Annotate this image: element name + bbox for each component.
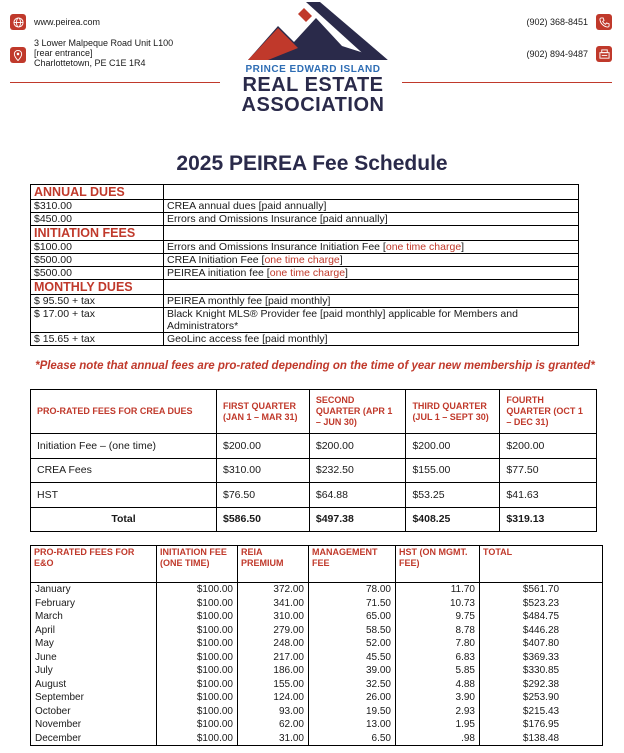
description-cell: PEIREA initiation fee [one time charge] bbox=[164, 267, 579, 280]
phone-icon bbox=[596, 14, 612, 30]
reia-premium-cell: 155.00 bbox=[238, 678, 309, 692]
initiation-cell: $100.00 bbox=[157, 678, 238, 692]
column-header: REIA PREMIUM bbox=[238, 546, 309, 583]
q1-cell: $310.00 bbox=[217, 458, 310, 483]
initiation-cell: $100.00 bbox=[157, 583, 238, 597]
month-cell: February bbox=[31, 597, 157, 611]
reia-premium-cell: 279.00 bbox=[238, 624, 309, 638]
table-row bbox=[31, 624, 603, 638]
management-fee-cell: 19.50 bbox=[309, 705, 396, 719]
page-title: 2025 PEIREA Fee Schedule bbox=[176, 152, 448, 175]
q1-total: $586.50 bbox=[217, 507, 310, 532]
management-fee-cell: 26.00 bbox=[309, 691, 396, 705]
column-header: MANAGEMENT FEE bbox=[309, 546, 396, 583]
table-row bbox=[31, 267, 579, 280]
q3-cell: $155.00 bbox=[406, 458, 500, 483]
column-header: FIRST QUARTER (JAN 1 – MAR 31) bbox=[217, 390, 310, 434]
management-fee-cell: 39.00 bbox=[309, 664, 396, 678]
table-row bbox=[31, 705, 603, 719]
column-header: THIRD QUARTER (JUL 1 – SEPT 30) bbox=[406, 390, 500, 434]
location-pin-icon bbox=[10, 47, 26, 63]
initiation-cell: $100.00 bbox=[157, 610, 238, 624]
phone-primary[interactable]: (902) 368-8451 bbox=[526, 17, 588, 27]
table-row bbox=[31, 718, 603, 732]
month-cell: October bbox=[31, 705, 157, 719]
q2-cell: $232.50 bbox=[309, 458, 406, 483]
initiation-cell: $100.00 bbox=[157, 705, 238, 719]
hst-cell: 8.78 bbox=[396, 624, 480, 638]
management-fee-cell: 6.50 bbox=[309, 732, 396, 746]
q3-cell: $200.00 bbox=[406, 434, 500, 459]
monthly-dues-heading: MONTHLY DUES bbox=[31, 280, 164, 295]
reia-premium-cell: 124.00 bbox=[238, 691, 309, 705]
total-cell: $523.23 bbox=[480, 597, 603, 611]
prorate-note: *Please note that annual fees are pro-rated depending on the time of year new membership is granted* bbox=[35, 360, 595, 372]
column-header: SECOND QUARTER (APR 1 – JUN 30) bbox=[309, 390, 406, 434]
total-cell: $407.80 bbox=[480, 637, 603, 651]
q2-cell: $200.00 bbox=[309, 434, 406, 459]
total-cell: $561.70 bbox=[480, 583, 603, 597]
initiation-cell: $100.00 bbox=[157, 637, 238, 651]
hst-cell: 5.85 bbox=[396, 664, 480, 678]
table-row bbox=[31, 200, 579, 213]
initiation-cell: $100.00 bbox=[157, 624, 238, 638]
initiation-cell: $100.00 bbox=[157, 691, 238, 705]
q2-total: $497.38 bbox=[309, 507, 406, 532]
column-header: PRO-RATED FEES FOR E&O bbox=[31, 546, 157, 583]
total-cell: $446.28 bbox=[480, 624, 603, 638]
month-cell: December bbox=[31, 732, 157, 746]
initiation-cell: $100.00 bbox=[157, 718, 238, 732]
reia-premium-cell: 31.00 bbox=[238, 732, 309, 746]
table-row bbox=[31, 691, 603, 705]
management-fee-cell: 65.00 bbox=[309, 610, 396, 624]
q4-cell: $41.63 bbox=[500, 483, 597, 508]
month-cell: June bbox=[31, 651, 157, 665]
hst-cell: 1.95 bbox=[396, 718, 480, 732]
table-row bbox=[31, 483, 597, 508]
initiation-cell: $100.00 bbox=[157, 732, 238, 746]
reia-premium-cell: 62.00 bbox=[238, 718, 309, 732]
address-line: Charlottetown, PE C1E 1R4 bbox=[34, 58, 146, 68]
hst-cell: 9.75 bbox=[396, 610, 480, 624]
table-row bbox=[31, 637, 603, 651]
total-cell: $176.95 bbox=[480, 718, 603, 732]
description-cell: Errors and Omissions Insurance [paid annually] bbox=[164, 213, 579, 226]
dues-table bbox=[30, 184, 579, 346]
table-row bbox=[31, 597, 603, 611]
table-row bbox=[31, 434, 597, 459]
total-label: Total bbox=[31, 507, 217, 532]
description-cell: Errors and Omissions Insurance Initiation Fee [one time charge] bbox=[164, 241, 579, 254]
q4-cell: $200.00 bbox=[500, 434, 597, 459]
initiation-cell: $100.00 bbox=[157, 651, 238, 665]
q4-cell: $77.50 bbox=[500, 458, 597, 483]
annual-dues-heading: ANNUAL DUES bbox=[31, 185, 164, 200]
header-row bbox=[31, 390, 597, 434]
eo-prorated-table bbox=[30, 545, 603, 746]
association-logo bbox=[228, 2, 398, 118]
address-line: [rear entrance] bbox=[34, 48, 93, 58]
amount-cell: $100.00 bbox=[31, 241, 164, 254]
description-cell: PEIREA monthly fee [paid monthly] bbox=[164, 295, 579, 308]
month-cell: November bbox=[31, 718, 157, 732]
table-row bbox=[31, 678, 603, 692]
row-label: CREA Fees bbox=[31, 458, 217, 483]
management-fee-cell: 78.00 bbox=[309, 583, 396, 597]
reia-premium-cell: 93.00 bbox=[238, 705, 309, 719]
total-cell: $369.33 bbox=[480, 651, 603, 665]
month-cell: March bbox=[31, 610, 157, 624]
amount-cell: $500.00 bbox=[31, 254, 164, 267]
amount-cell: $310.00 bbox=[31, 200, 164, 213]
hst-cell: .98 bbox=[396, 732, 480, 746]
hst-cell: 11.70 bbox=[396, 583, 480, 597]
hst-cell: 4.88 bbox=[396, 678, 480, 692]
table-row bbox=[31, 651, 603, 665]
total-cell: $484.75 bbox=[480, 610, 603, 624]
amount-cell: $450.00 bbox=[31, 213, 164, 226]
address bbox=[34, 38, 173, 68]
logo-subtitle: PRINCE EDWARD ISLAND bbox=[245, 64, 381, 75]
amount-cell: $ 17.00 + tax bbox=[31, 308, 164, 333]
hst-cell: 7.80 bbox=[396, 637, 480, 651]
column-header: FOURTH QUARTER (OCT 1 – DEC 31) bbox=[500, 390, 597, 434]
initiation-cell: $100.00 bbox=[157, 664, 238, 678]
table-row bbox=[31, 610, 603, 624]
q1-cell: $200.00 bbox=[217, 434, 310, 459]
description-cell: CREA Initiation Fee [one time charge] bbox=[164, 254, 579, 267]
management-fee-cell: 32.50 bbox=[309, 678, 396, 692]
amount-cell: $ 95.50 + tax bbox=[31, 295, 164, 308]
crea-prorated-table bbox=[30, 389, 597, 532]
fax-icon bbox=[596, 46, 612, 62]
reia-premium-cell: 341.00 bbox=[238, 597, 309, 611]
description-cell: Black Knight MLS® Provider fee [paid monthly] applicable for Members and Administrators* bbox=[164, 308, 579, 333]
roof-logo-icon bbox=[238, 2, 388, 62]
logo-line-1: REAL ESTATE bbox=[242, 74, 384, 96]
month-cell: September bbox=[31, 691, 157, 705]
q4-total: $319.13 bbox=[500, 507, 597, 532]
section-heading-row bbox=[31, 280, 579, 295]
contact-left bbox=[10, 14, 173, 76]
table-row bbox=[31, 295, 579, 308]
q1-cell: $76.50 bbox=[217, 483, 310, 508]
table-row bbox=[31, 241, 579, 254]
globe-icon bbox=[10, 14, 26, 30]
reia-premium-cell: 217.00 bbox=[238, 651, 309, 665]
month-cell: April bbox=[31, 624, 157, 638]
column-header: PRO-RATED FEES FOR CREA DUES bbox=[31, 390, 217, 434]
table-row bbox=[31, 664, 603, 678]
initiation-cell: $100.00 bbox=[157, 597, 238, 611]
address-line: 3 Lower Malpeque Road Unit L100 bbox=[34, 38, 174, 48]
month-cell: August bbox=[31, 678, 157, 692]
section-heading-row bbox=[31, 226, 579, 241]
table-row bbox=[31, 254, 579, 267]
phone-fax[interactable]: (902) 894-9487 bbox=[526, 49, 588, 59]
header-row bbox=[31, 546, 603, 583]
logo-line-2: ASSOCIATION bbox=[241, 94, 385, 116]
total-cell: $215.43 bbox=[480, 705, 603, 719]
row-label: HST bbox=[31, 483, 217, 508]
letterhead bbox=[0, 0, 624, 118]
month-cell: May bbox=[31, 637, 157, 651]
amount-cell: $ 15.65 + tax bbox=[31, 333, 164, 346]
reia-premium-cell: 248.00 bbox=[238, 637, 309, 651]
reia-premium-cell: 372.00 bbox=[238, 583, 309, 597]
description-cell: GeoLinc access fee [paid monthly] bbox=[164, 333, 579, 346]
hst-cell: 6.83 bbox=[396, 651, 480, 665]
table-row bbox=[31, 732, 603, 746]
section-heading-row bbox=[31, 185, 579, 200]
table-row bbox=[31, 308, 579, 333]
total-cell: $138.48 bbox=[480, 732, 603, 746]
website-link[interactable]: www.peirea.com bbox=[34, 17, 101, 27]
header-rule-right bbox=[402, 82, 612, 83]
month-cell: July bbox=[31, 664, 157, 678]
q3-total: $408.25 bbox=[406, 507, 500, 532]
month-cell: January bbox=[31, 583, 157, 597]
total-row bbox=[31, 507, 597, 532]
reia-premium-cell: 186.00 bbox=[238, 664, 309, 678]
amount-cell: $500.00 bbox=[31, 267, 164, 280]
table-row bbox=[31, 458, 597, 483]
hst-cell: 2.93 bbox=[396, 705, 480, 719]
table-row bbox=[31, 213, 579, 226]
row-label: Initiation Fee – (one time) bbox=[31, 434, 217, 459]
q3-cell: $53.25 bbox=[406, 483, 500, 508]
management-fee-cell: 45.50 bbox=[309, 651, 396, 665]
total-cell: $330.85 bbox=[480, 664, 603, 678]
total-cell: $292.38 bbox=[480, 678, 603, 692]
table-row bbox=[31, 333, 579, 346]
hst-cell: 10.73 bbox=[396, 597, 480, 611]
initiation-fees-heading: INITIATION FEES bbox=[31, 226, 164, 241]
management-fee-cell: 13.00 bbox=[309, 718, 396, 732]
total-cell: $253.90 bbox=[480, 691, 603, 705]
table-row bbox=[31, 583, 603, 597]
column-header: HST (ON MGMT. FEE) bbox=[396, 546, 480, 583]
management-fee-cell: 71.50 bbox=[309, 597, 396, 611]
reia-premium-cell: 310.00 bbox=[238, 610, 309, 624]
contact-right bbox=[526, 14, 612, 78]
management-fee-cell: 58.50 bbox=[309, 624, 396, 638]
q2-cell: $64.88 bbox=[309, 483, 406, 508]
description-cell: CREA annual dues [paid annually] bbox=[164, 200, 579, 213]
hst-cell: 3.90 bbox=[396, 691, 480, 705]
column-header: TOTAL bbox=[480, 546, 603, 583]
column-header: INITIATION FEE (ONE TIME) bbox=[157, 546, 238, 583]
header-rule-left bbox=[10, 82, 220, 83]
management-fee-cell: 52.00 bbox=[309, 637, 396, 651]
